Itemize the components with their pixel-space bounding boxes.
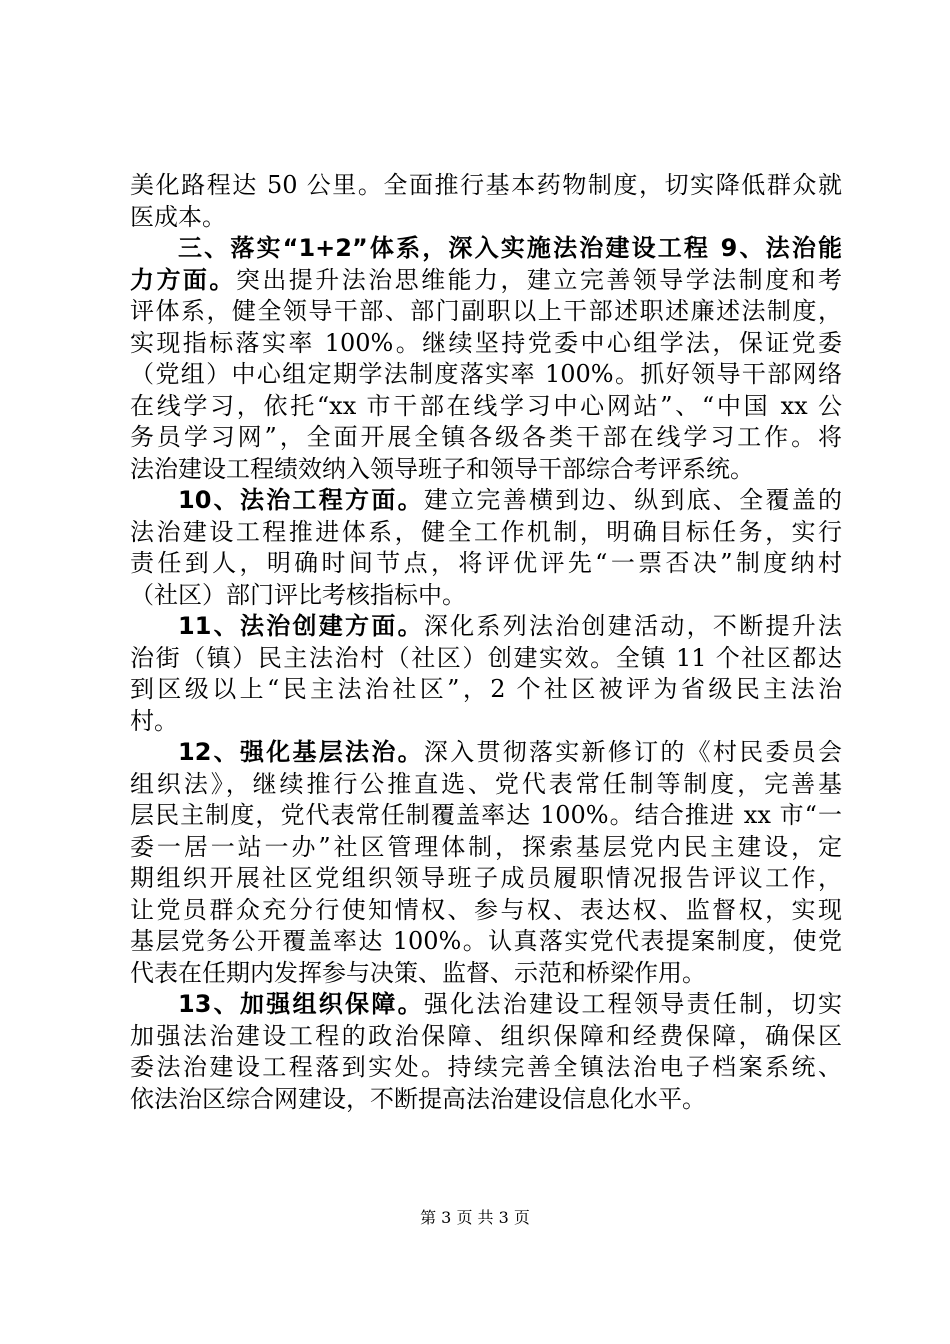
- heading-text: 三、落实“1+2”体系，深入实施法治建设工程 9、法治能: [178, 234, 842, 262]
- body-text: 建立完善横到边、纵到底、全覆盖的: [423, 486, 842, 514]
- text-line: [130, 548, 842, 580]
- text-line: [130, 643, 842, 675]
- body-text: 代表在任期内发挥参与决策、监督、示范和桥梁作用。: [130, 958, 706, 987]
- text-line: [130, 706, 842, 738]
- heading-text: 13、加强组织保障。: [178, 990, 424, 1018]
- body-text: 评体系，健全领导干部、部门副职以上干部述职述廉述法制度，: [130, 297, 842, 325]
- body-text: 责任到人，明确时间节点，将评优评先“一票否决”制度纳村: [130, 549, 842, 577]
- body-text: 深化系列法治创建活动，不断提升法: [423, 612, 842, 640]
- text-line: [130, 863, 842, 895]
- text-line: [130, 737, 842, 769]
- text-line: [130, 769, 842, 801]
- body-text: 层民主制度，党代表常任制覆盖率达 100%。结合推进 xx 市“一: [130, 801, 842, 829]
- body-text: 医成本。: [130, 202, 226, 231]
- body-text: 委一居一站一办”社区管理体制，探索基层党内民主建设，定: [130, 832, 842, 861]
- text-line: [130, 1084, 842, 1116]
- text-line: [130, 989, 842, 1021]
- text-line: [130, 485, 842, 517]
- text-line: [130, 359, 842, 391]
- body-text: 美化路程达 50 公里。全面推行基本药物制度，切实降低群众就: [130, 171, 842, 199]
- text-line: [130, 391, 842, 423]
- text-line: [130, 422, 842, 454]
- text-line: [130, 202, 842, 234]
- body-text: 突出提升法治思维能力，建立完善领导学法制度和考: [235, 265, 843, 294]
- text-line: [130, 170, 842, 202]
- heading-text: 力方面。: [130, 265, 236, 294]
- heading-text: 12、强化基层法治。: [178, 738, 424, 766]
- text-line: [130, 1021, 842, 1053]
- text-line: [130, 800, 842, 832]
- body-text: 组织法》，继续推行公推直选、党代表常任制等制度，完善基: [130, 769, 842, 798]
- body-text: 治街（镇）民主法治村（社区）创建实效。全镇 11 个社区都达: [130, 643, 842, 672]
- body-text: 加强法治建设工程的政治保障、组织保障和经费保障，确保区: [130, 1021, 842, 1050]
- body-text: 委法治建设工程落到实处。持续完善全镇法治电子档案系统、: [130, 1053, 842, 1081]
- body-text: 在线学习，依托“xx 市干部在线学习中心网站”、“中国 xx 公: [130, 391, 842, 420]
- text-line: [130, 674, 842, 706]
- body-text: 法治建设工程推进体系，健全工作机制，明确目标任务，实行: [130, 517, 842, 546]
- body-text: 实现指标落实率 100%。继续坚持党委中心组学法，保证党委: [130, 328, 842, 357]
- text-line: [130, 926, 842, 958]
- body-text: 到区级以上“民主法治社区”，2 个社区被评为省级民主法治: [130, 675, 842, 703]
- body-text: 法治建设工程绩效纳入领导班子和领导干部综合考评系统。: [130, 454, 754, 483]
- page-footer: 第 3 页 共 3 页: [420, 1208, 530, 1227]
- heading-text: 11、法治创建方面。: [178, 612, 424, 640]
- text-line: [130, 296, 842, 328]
- body-text: 依法治区综合网建设，不断提高法治建设信息化水平。: [130, 1084, 706, 1113]
- text-line: [130, 454, 842, 486]
- body-text: 村。: [130, 706, 178, 735]
- body-text: （社区）部门评比考核指标中。: [130, 580, 466, 609]
- body-text: 强化法治建设工程领导责任制，切实: [423, 990, 842, 1018]
- text-line: [130, 1052, 842, 1084]
- body-text: （党组）中心组定期学法制度落实率 100%。抓好领导干部网络: [130, 360, 842, 388]
- heading-text: 10、法治工程方面。: [178, 486, 424, 514]
- body-text: 基层党务公开覆盖率达 100%。认真落实党代表提案制度，使党: [130, 927, 842, 955]
- body-text: 务员学习网”，全面开展全镇各级各类干部在线学习工作。将: [130, 423, 842, 451]
- text-line: [130, 265, 842, 297]
- text-line: [130, 611, 842, 643]
- text-line: [130, 832, 842, 864]
- text-line: [130, 958, 842, 990]
- body-text: 期组织开展社区党组织领导班子成员履职情况报告评议工作，: [130, 864, 842, 892]
- text-line: [130, 580, 842, 612]
- body-text: 让党员群众充分行使知情权、参与权、表达权、监督权，实现: [130, 895, 842, 924]
- text-line: [130, 895, 842, 927]
- body-text: 深入贯彻落实新修订的《村民委员会: [423, 738, 842, 766]
- document-body: [130, 170, 842, 1115]
- text-line: [130, 233, 842, 265]
- text-line: [130, 328, 842, 360]
- text-line: [130, 517, 842, 549]
